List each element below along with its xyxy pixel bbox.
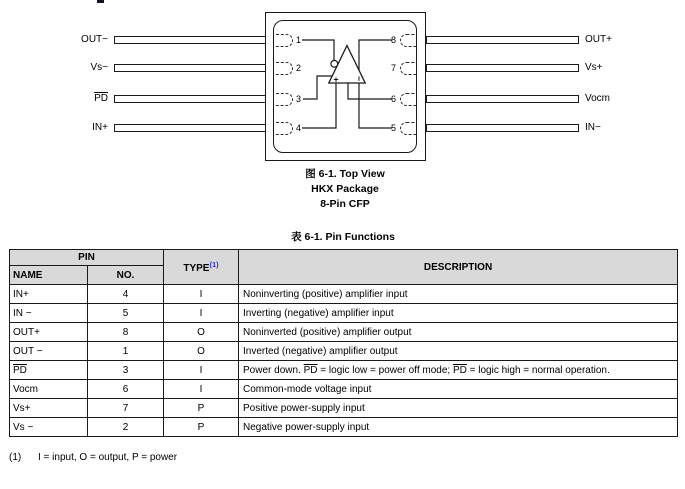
table-title: 表 6-1. Pin Functions — [291, 231, 395, 243]
table-row — [10, 418, 678, 437]
cell-type: P — [164, 418, 239, 437]
footnote-marker: (1) — [9, 452, 22, 463]
cell-no: 4 — [88, 285, 164, 304]
cell-name: Vocm — [10, 380, 88, 399]
cell-name: Vs − — [10, 418, 88, 437]
table-row — [10, 323, 678, 342]
pin-number-5: 5 — [390, 123, 396, 133]
figure-caption-title: 图 6-1. Top View — [305, 168, 385, 180]
table-row — [10, 342, 678, 361]
pin-number-8: 8 — [390, 35, 396, 45]
cell-type: I — [164, 285, 239, 304]
table-row — [10, 380, 678, 399]
cell-no: 8 — [88, 323, 164, 342]
amp-plus-mark: + — [333, 74, 339, 85]
cell-desc: Inverting (negative) amplifier input — [239, 304, 678, 323]
cell-no: 6 — [88, 380, 164, 399]
figure-caption-pins: 8-Pin CFP — [320, 198, 370, 210]
pin-functions-table — [9, 249, 678, 437]
table-row — [10, 304, 678, 323]
pin-table-body — [10, 285, 678, 437]
cell-desc: Noninverted (positive) amplifier output — [239, 323, 678, 342]
wire-pin8-out-plus — [359, 40, 392, 71]
header-type-label: TYPE — [183, 263, 210, 274]
cell-desc: Negative power-supply input — [239, 418, 678, 437]
header-pin-group: PIN — [10, 250, 164, 266]
pin-number-3: 3 — [296, 94, 302, 104]
cell-type: P — [164, 399, 239, 418]
pin-label-vs-minus: Vs− — [90, 62, 108, 73]
wire-pin3-pd — [303, 76, 333, 99]
pin-label-vocm: Vocm — [585, 93, 611, 104]
wire-pin4-in-plus — [302, 83, 336, 128]
pin-number-1: 1 — [296, 35, 302, 45]
table-row — [10, 399, 678, 418]
cell-type: I — [164, 361, 239, 380]
cell-name: OUT − — [10, 342, 88, 361]
wire-pin1-out-minus — [302, 40, 334, 60]
header-name: NAME — [10, 266, 88, 285]
pin-number-6: 6 — [390, 94, 396, 104]
table-row — [10, 361, 678, 380]
cell-desc: Common-mode voltage input — [239, 380, 678, 399]
cell-type: I — [164, 380, 239, 399]
figure-caption-package: HKX Package — [311, 183, 379, 195]
footnote-ref-link[interactable]: (1) — [209, 260, 219, 269]
cell-desc: Inverted (negative) amplifier output — [239, 342, 678, 361]
pin-label-in-plus: IN+ — [92, 122, 108, 133]
header-type — [164, 250, 239, 285]
cell-name: $\overline{PD}$ — [10, 361, 88, 380]
pin-label-out-minus: OUT− — [81, 34, 108, 45]
pin-number-4: 4 — [296, 123, 302, 133]
amp-minus-mark: − — [354, 75, 364, 82]
cell-name: IN+ — [10, 285, 88, 304]
cell-desc: Noninverting (positive) amplifier input — [239, 285, 678, 304]
pin-label-pd: $\overline{PD}$ — [94, 93, 108, 104]
cell-no: 5 — [88, 304, 164, 323]
cell-no: 2 — [88, 418, 164, 437]
pin-label-in-minus: IN− — [585, 122, 601, 133]
footnote-text: I = input, O = output, P = power — [38, 452, 178, 463]
cell-no: 7 — [88, 399, 164, 418]
cell-name: OUT+ — [10, 323, 88, 342]
inversion-bubble-icon — [331, 60, 338, 67]
cell-type: O — [164, 342, 239, 361]
header-no: NO. — [88, 266, 164, 285]
cell-no: 3 — [88, 361, 164, 380]
cell-desc: Power down. $\overline{PD}$ = logic low = power off mode; $\overline{PD}$ = logic high = normal operation. — [239, 361, 678, 380]
wire-pin5-in-minus — [359, 83, 392, 128]
cell-name: IN − — [10, 304, 88, 323]
cell-type: I — [164, 304, 239, 323]
pin-label-vs-plus: Vs+ — [585, 62, 603, 73]
pin-label-out-plus: OUT+ — [585, 34, 612, 45]
cell-no: 1 — [88, 342, 164, 361]
table-row — [10, 285, 678, 304]
cell-type: O — [164, 323, 239, 342]
pin-number-7: 7 — [390, 63, 396, 73]
pin-number-2: 2 — [296, 63, 302, 73]
cell-name: Vs+ — [10, 399, 88, 418]
wire-pin6-vocm — [348, 83, 392, 99]
header-description: DESCRIPTION — [239, 250, 678, 285]
cell-desc: Positive power-supply input — [239, 399, 678, 418]
